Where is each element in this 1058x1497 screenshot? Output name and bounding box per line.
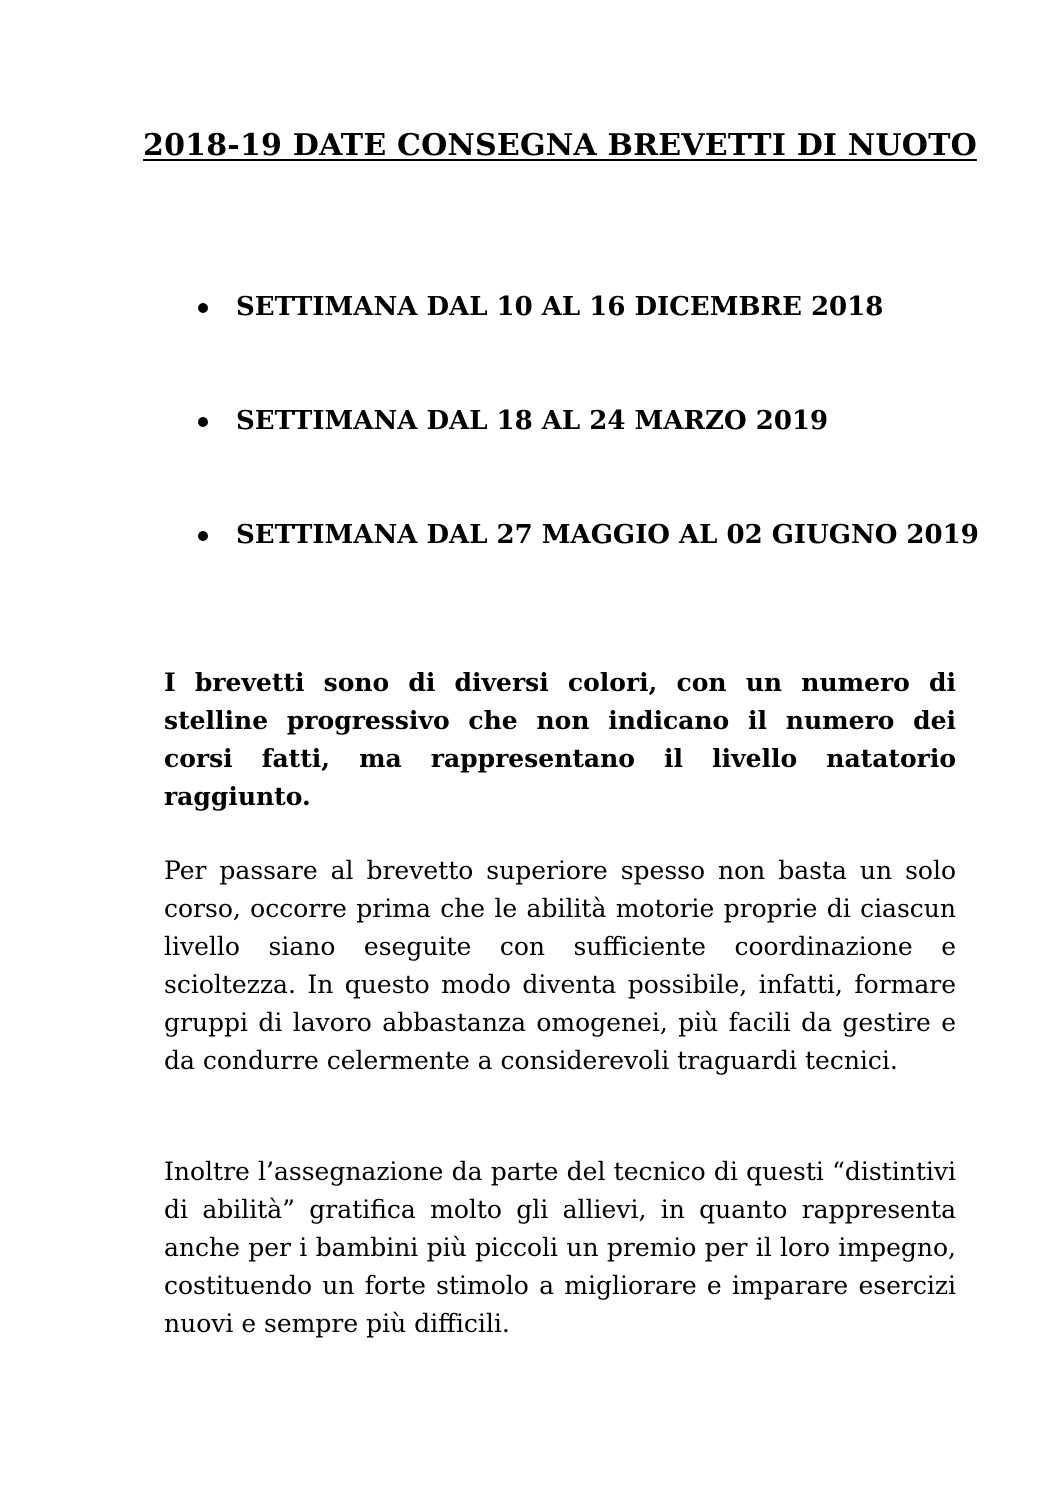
paragraph-distintivi: Inoltre l’assegnazione da parte del tecnico di questi “distintivi di abilità” gratifica molto gli allievi, in quanto rappresenta anche per i bambini più piccoli un premio per il loro impegno, costituendo un forte stimolo a migliorare e imparare esercizi nuovi e sempre più difficili. [164,1157,956,1338]
list-item [0,287,1000,327]
list-item [0,401,1000,441]
bullet-icon [198,531,208,541]
bullet-icon [198,303,208,313]
date-text: SETTIMANA DAL 10 AL 16 DICEMBRE 2018 [236,292,884,322]
bullet-icon [198,417,208,427]
document-title: 2018-19 DATE CONSEGNA BREVETTI DI NUOTO [143,128,977,163]
date-text: SETTIMANA DAL 18 AL 24 MARZO 2019 [236,406,829,436]
list-item [0,515,1000,555]
paragraph-brevetti-intro: I brevetti sono di diversi colori, con un numero di stelline progressivo che non indicano il numero dei corsi fatti, ma rappresentano il livello natatorio raggiunto. [164,668,956,811]
date-text: SETTIMANA DAL 27 MAGGIO AL 02 GIUGNO 2019 [236,520,979,550]
paragraph-brevetto-superiore: Per passare al brevetto superiore spesso non basta un solo corso, occorre prima che le abilità motorie proprie di ciascun livello siano eseguite con sufficiente coordinazione e scioltezza. In questo modo diventa possibile, infatti, formare gruppi di lavoro abbastanza omogenei, più facili da gestire e da condurre celermente a considerevoli traguardi tecnici. [164,856,956,1075]
